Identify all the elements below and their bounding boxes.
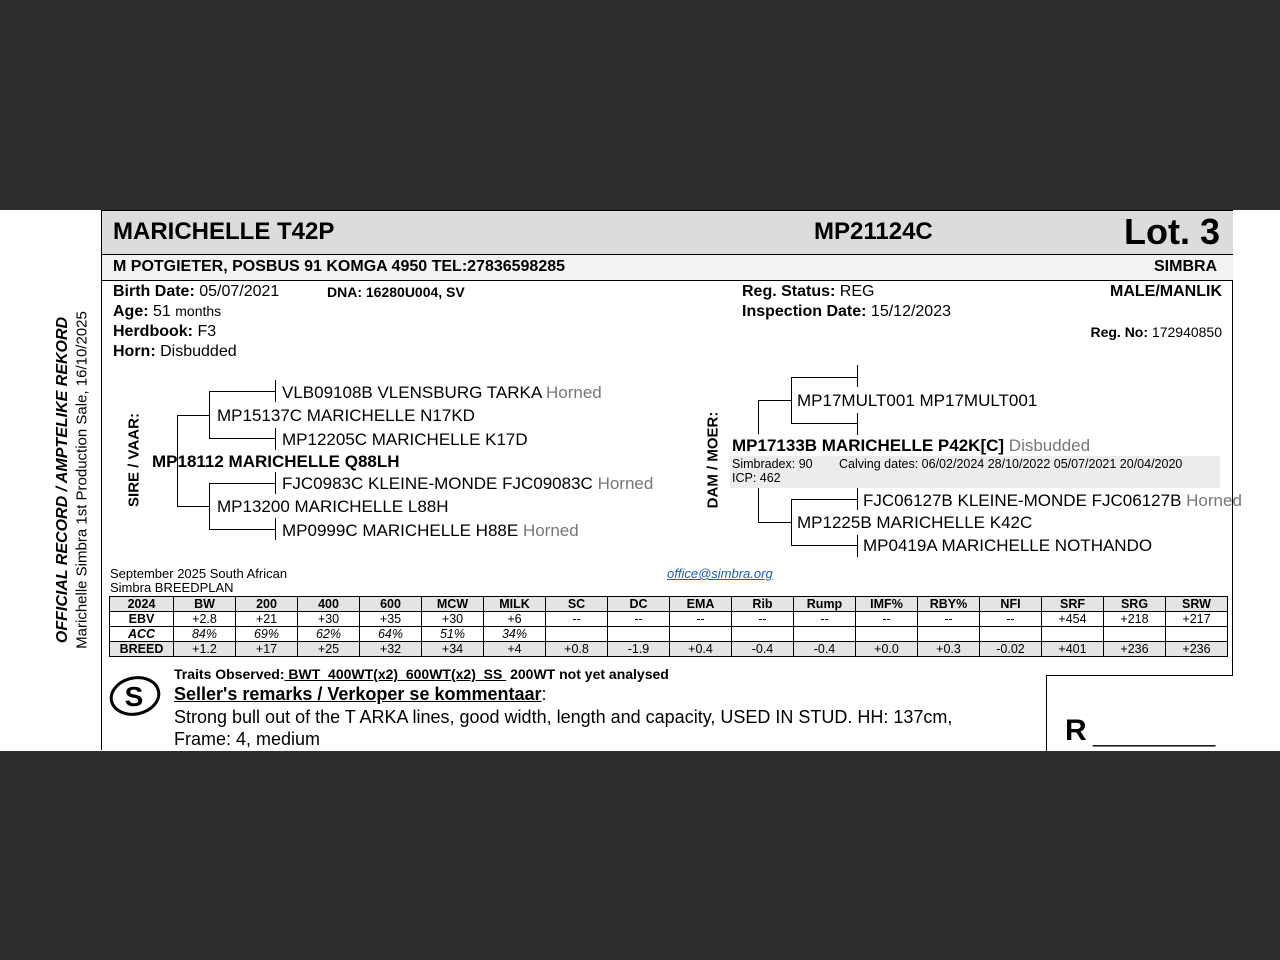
pedigree-sds-name: FJC0983C KLEINE-MONDE FJC09083C (282, 474, 593, 493)
dam-simbradex: Simbradex: 90 (732, 457, 813, 471)
ebv-table (109, 596, 1228, 657)
ebv-cell (546, 627, 608, 642)
ebv-cell: +35 (360, 612, 422, 627)
sd-bracket-bottom (209, 529, 275, 530)
inspection-date (742, 303, 951, 321)
age (113, 303, 221, 321)
dam-up-arm (758, 400, 791, 401)
ebv-cell (1042, 627, 1104, 642)
ebv-cell: ACC (110, 627, 174, 642)
dna-info: DNA: 16280U004, SV (327, 284, 465, 300)
pedigree-sdd-name: MP0999C MARICHELLE H88E (282, 521, 519, 540)
breedplan-line1: September 2025 South African (110, 566, 288, 581)
ebv-header-cell: MILK (484, 597, 546, 612)
ebv-header-cell: 400 (298, 597, 360, 612)
ebv-cell: +21 (236, 612, 298, 627)
ebv-header-cell: NFI (980, 597, 1042, 612)
ssd-tick (275, 428, 276, 450)
breedplan-line2: Simbra BREEDPLAN (110, 580, 234, 595)
ss-bracket-top (209, 391, 275, 392)
ebv-header-cell: EMA (670, 597, 732, 612)
ddd-tick (857, 535, 858, 557)
ebv-header-cell: SC (546, 597, 608, 612)
ebv-cell: +4 (484, 642, 546, 657)
ss-bracket (209, 391, 210, 439)
logo-letter: S (124, 681, 144, 712)
dd-bracket-bottom (791, 545, 857, 546)
herdbook-label: Herdbook: (113, 323, 193, 340)
ebv-header-cell: 600 (360, 597, 422, 612)
birth-date-value: 05/07/2021 (199, 283, 280, 300)
remarks-line2: Frame: 4, medium (174, 729, 321, 749)
dam-horn: Disbudded (1008, 436, 1091, 455)
dd-bracket (791, 499, 792, 546)
pedigree-dds-name: FJC06127B KLEINE-MONDE FJC06127B (863, 491, 1182, 510)
ebv-header-cell: SRG (1104, 597, 1166, 612)
reg-number-label: Reg. No: (1090, 324, 1149, 340)
sale-name-label: Marichelle Simbra 1st Production Sale, 16/10/2025 (73, 311, 91, 649)
dam-calving-dates: Calving dates: 06/02/2024 28/10/2022 05/07/2021 20/04/2020 (839, 457, 1183, 471)
remarks-title: Seller's remarks / Verkoper se kommentaar (174, 684, 542, 704)
ebv-cell: +2.8 (174, 612, 236, 627)
traits-label: Traits Observed: (174, 666, 285, 682)
ebv-header-cell: 200 (236, 597, 298, 612)
sdd-tick (275, 518, 276, 540)
sire-bracket-bottom (177, 506, 209, 507)
ebv-cell: BREED (110, 642, 174, 657)
ebv-header-cell: SRW (1166, 597, 1228, 612)
ebv-cell: +218 (1104, 612, 1166, 627)
ebv-cell: -0.02 (980, 642, 1042, 657)
ebv-row-acc (110, 627, 1228, 642)
traits-observed (174, 666, 669, 682)
sd-bracket (209, 483, 210, 530)
ebv-cell: 69% (236, 627, 298, 642)
dd-bracket-top (791, 499, 857, 500)
pedigree-sss (282, 383, 602, 403)
remarks-heading (174, 684, 547, 705)
ebv-cell: -- (856, 612, 918, 627)
official-record-label: OFFICIAL RECORD / AMPTELIKE REKORD (54, 316, 71, 644)
ebv-cell: -- (794, 612, 856, 627)
pedigree-dds-horn: Horned (1186, 491, 1242, 510)
ebv-header-cell: Rump (794, 597, 856, 612)
sire-section-label: SIRE / VAAR: (125, 413, 143, 507)
ebv-cell: -- (918, 612, 980, 627)
ebv-cell: -1.9 (608, 642, 670, 657)
ss-bracket-bottom (209, 438, 275, 439)
pedigree-ds: MP17MULT001 MP17MULT001 (797, 391, 1038, 410)
herdbook (113, 323, 216, 341)
ebv-cell: +236 (1104, 642, 1166, 657)
pedigree-sdd-horn: Horned (522, 521, 579, 540)
ebv-header-cell: RBY% (918, 597, 980, 612)
ebv-header-cell: 2024 (110, 597, 174, 612)
ebv-cell: +1.2 (174, 642, 236, 657)
ebv-cell (918, 627, 980, 642)
dam-name: MP17133B MARICHELLE P42K[C] (732, 436, 1005, 455)
remarks-line1: Strong bull out of the T ARKA lines, good width, length and capacity, USED IN STUD. HH: 137cm, (174, 707, 953, 727)
ebv-cell: -- (546, 612, 608, 627)
dam-down-arm (758, 522, 791, 523)
pedigree-sss-horn: Horned (545, 383, 602, 402)
dam-icp: ICP: 462 (732, 471, 781, 485)
remarks-colon: : (541, 684, 547, 704)
pedigree-dds (863, 491, 1242, 511)
pedigree-sds (282, 474, 653, 494)
pedigree-sd: MP13200 MARICHELLE L88H (217, 497, 449, 516)
ebv-header-cell: MCW (422, 597, 484, 612)
dam-down-line (758, 488, 759, 523)
horn-value: Disbudded (160, 343, 237, 360)
birth-date (113, 283, 279, 301)
sss-tick (275, 380, 276, 402)
ebv-row-breed (110, 642, 1228, 657)
ebv-cell: +34 (422, 642, 484, 657)
birth-date-label: Birth Date: (113, 283, 195, 300)
lot-number: Lot. 3 (1124, 211, 1220, 252)
dam-up-line (758, 400, 759, 434)
pedigree-dd: MP1225B MARICHELLE K42C (797, 513, 1033, 532)
inspection-date-value: 15/12/2023 (870, 303, 951, 320)
ebv-cell: 51% (422, 627, 484, 642)
herdbook-value: F3 (197, 323, 217, 340)
breed-label: SIMBRA (1154, 258, 1218, 275)
ds-tick-bottom (857, 413, 858, 435)
pedigree-ddd: MP0419A MARICHELLE NOTHANDO (863, 536, 1153, 555)
ds-bracket-bottom (791, 423, 857, 424)
age-unit: months (175, 303, 222, 319)
ebv-cell: 84% (174, 627, 236, 642)
ebv-cell (732, 627, 794, 642)
horn-status (113, 343, 237, 361)
sire-name: MP18112 MARICHELLE Q88LH (152, 452, 400, 471)
ds-bracket-top (791, 377, 857, 378)
ebv-cell: +30 (298, 612, 360, 627)
ebv-cell: -- (732, 612, 794, 627)
ebv-cell: +217 (1166, 612, 1228, 627)
ds-tick-top (857, 365, 858, 387)
price-currency: R (1065, 714, 1087, 747)
ebv-cell (670, 627, 732, 642)
traits-pending: 200WT not yet analysed (506, 666, 669, 682)
ebv-cell: +401 (1042, 642, 1104, 657)
reg-number (1090, 324, 1222, 340)
ebv-cell (856, 627, 918, 642)
sds-tick (275, 472, 276, 494)
horn-label: Horn: (113, 343, 156, 360)
ebv-cell (1104, 627, 1166, 642)
ebv-cell: +30 (422, 612, 484, 627)
pedigree-sds-horn: Horned (597, 474, 654, 493)
pedigree-sss-name: VLB09108B VLENSBURG TARKA (282, 383, 542, 402)
ebv-cell (608, 627, 670, 642)
ebv-cell: +25 (298, 642, 360, 657)
ebv-header-cell: Rib (732, 597, 794, 612)
ebv-cell: +17 (236, 642, 298, 657)
dds-tick (857, 488, 858, 510)
reg-status-value: REG (839, 283, 875, 300)
ds-bracket (791, 377, 792, 424)
ebv-cell (794, 627, 856, 642)
ebv-cell: -- (670, 612, 732, 627)
ebv-cell: +32 (360, 642, 422, 657)
breeder-info: M POTGIETER, POSBUS 91 KOMGA 4950 TEL:27836598285 (113, 258, 566, 275)
ebv-cell (1166, 627, 1228, 642)
dam-section-label: DAM / MOER: (704, 411, 722, 509)
email-link[interactable]: office@simbra.org (667, 566, 773, 581)
ebv-cell: -0.4 (794, 642, 856, 657)
ebv-row-ebv (110, 612, 1228, 627)
ebv-cell: 64% (360, 627, 422, 642)
simbra-logo-icon (103, 672, 163, 722)
pedigree-ss: MP15137C MARICHELLE N17KD (217, 406, 475, 425)
traits-observed-list: BWT 400WT(x2) 600WT(x2) SS (284, 666, 507, 682)
reg-status-label: Reg. Status: (742, 283, 836, 300)
price-blank[interactable]: __________ (1093, 722, 1216, 747)
ebv-header-cell: IMF% (856, 597, 918, 612)
ebv-cell: -- (980, 612, 1042, 627)
reg-status (742, 283, 874, 301)
ebv-header-cell: DC (608, 597, 670, 612)
pedigree-ssd: MP12205C MARICHELLE K17D (282, 430, 528, 449)
dam-name-line (732, 436, 1090, 456)
ebv-cell: EBV (110, 612, 174, 627)
reg-number-value: 172940850 (1151, 324, 1222, 340)
ebv-cell: +0.0 (856, 642, 918, 657)
ebv-cell: +0.4 (670, 642, 732, 657)
inspection-date-label: Inspection Date: (742, 303, 867, 320)
ebv-cell: +0.3 (918, 642, 980, 657)
ebv-cell: +454 (1042, 612, 1104, 627)
ebv-cell (980, 627, 1042, 642)
ebv-header-cell: BW (174, 597, 236, 612)
ebv-cell: 62% (298, 627, 360, 642)
age-label: Age: (113, 303, 149, 320)
ebv-cell: +6 (484, 612, 546, 627)
animal-name: MARICHELLE T42P (113, 218, 335, 245)
ebv-cell: +0.8 (546, 642, 608, 657)
animal-reg-code: MP21124C (814, 218, 933, 245)
ebv-cell: -- (608, 612, 670, 627)
ebv-cell: +236 (1166, 642, 1228, 657)
sire-bracket-top (177, 415, 209, 416)
ebv-cell: 34% (484, 627, 546, 642)
pedigree-sdd (282, 521, 579, 541)
sex-label: MALE/MANLIK (1110, 283, 1222, 300)
ebv-header-cell: SRF (1042, 597, 1104, 612)
ebv-header-row (110, 597, 1228, 612)
age-value: 51 (153, 303, 171, 320)
ebv-cell: -0.4 (732, 642, 794, 657)
sd-bracket-top (209, 483, 275, 484)
